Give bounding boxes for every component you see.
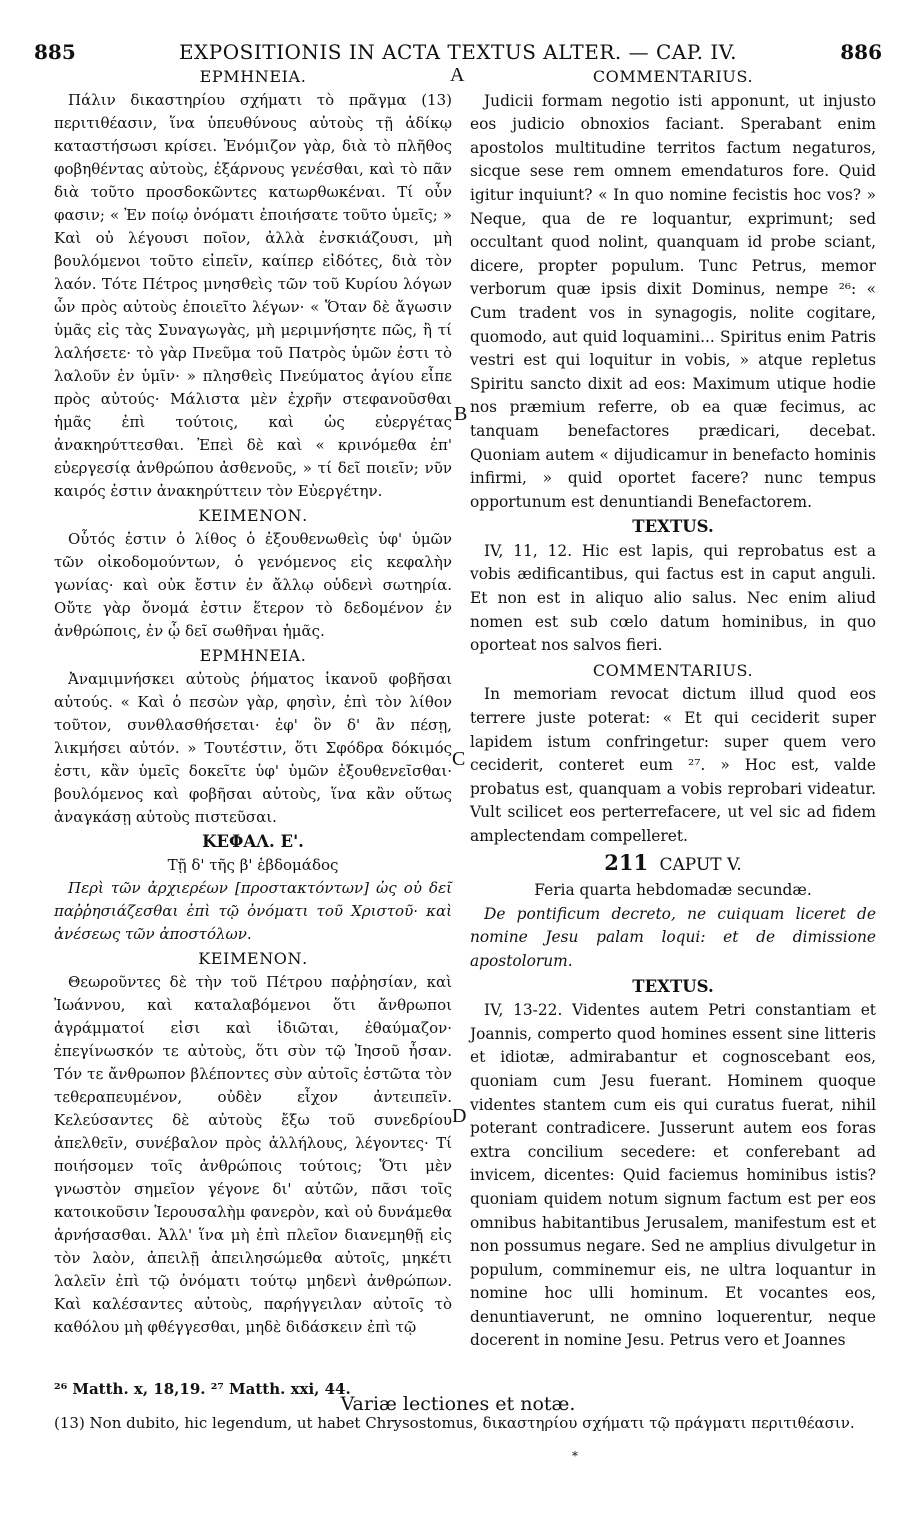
margin-marker-c: C [452, 748, 466, 770]
chapter-summary: Περὶ τῶν ἀρχιερέων [προστακτόντων] ὡς οὐ δεῖ παῤῥησιάζεσθαι ἐπὶ τῷ ὀνόματι τοῦ Χριστοῦ· καὶ ἀνέσεως τῶν ἀποστόλων. [54, 879, 452, 943]
section-heading: COMMENTARIUS. [592, 660, 754, 680]
column-number: 211 [604, 849, 649, 875]
margin-marker-a: A [450, 64, 465, 86]
latin-paragraph: Judicii formam negotio isti apponunt, ut injusto eos judicio obnoxios faciant. Sperabant enim apostolos multitudine territos factum negaturos, sicque sese rem omnem emendaturos fore. Quid igitur inquiunt? « In quo nomine fecistis hoc vos? » Neque, qua de re loquantur, exprimunt; sed occultant quod nolint, quanquam id probe sciant, dicere, propter populum. Tunc Petrus, memor verborum quæ ipsis dixit Dominus, nempe ²⁶: « Cum tradent vos in synagogis, nolite cogitare, quomodo, aut quid loquamini... Spiritus enim Patris vestri est qui loquitur in vobis, » atque repletus Spiritu sancto dixit ad eos: Maximum utique hodie nos præmium referre, ob ea quæ fecimus, ac tanquam benefactores prædicari, decebat. Quoniam autem « dijudicamur in benefacto hominis infirmi, » quid oportet facere? nunc tempus opportunum est denuntiandi Benefactorem. [470, 91, 876, 511]
footnotes: ²⁶ Matth. x, 18,19. ²⁷ Matth. xxi, 44. [54, 1380, 351, 1398]
chapter-summary: De pontificum decreto, ne cuiquam liceret de nomine Jesu palam loqui: et de dimissione apostolorum. [470, 904, 876, 970]
running-header [34, 40, 882, 66]
variae-note: (13) Non dubito, hic legendum, ut habet Chrysostomus, δικαστηρίου σχήματι τῷ πράγματι περιτιθέασιν. [54, 1414, 855, 1432]
chapter-title: CAPUT V. [659, 854, 742, 875]
section-heading: ΚΕΙΜΕΝΟΝ. [198, 506, 308, 525]
ornament-star: * [572, 1449, 578, 1463]
greek-paragraph: Θεωροῦντες δὲ τὴν τοῦ Πέτρου παῤῥησίαν, καὶ Ἰωάννου, καὶ καταλαβόμενοι ὅτι ἄνθρωποι ἀγράμματοί εἰσι καὶ ἰδιῶται, ἐθαύμαζον· ἐπεγίνωσκόν τε αὐτοὺς, ὅτι σὺν τῷ Ἰησοῦ ἦσαν. Τόν τε ἄνθρωπον βλέποντες σὺν αὐτοῖς ἑστῶτα τὸν τεθεραπευμένον, οὐδὲν εἶχον ἀντειπεῖν. Κελεύσαντες δὲ αὐτοὺς ἔξω τοῦ συνεδρίου ἀπελθεῖν, συνέβαλον πρὸς ἀλλήλους, λέγοντες· Τί ποιήσομεν τοῖς ἀνθρώποις τούτοις; Ὅτι μὲν γνωστὸν σημεῖον γέγονε δι' αὐτῶν, πᾶσι τοῖς κατοικοῦσιν Ἱερουσαλὴμ φανερὸν, καὶ οὐ δυνάμεθα ἀρνήσασθαι. Ἀλλ' ἵνα μὴ ἐπὶ πλεῖον διανεμηθῇ εἰς τὸν λαὸν, ἀπειλῇ ἀπειλησώμεθα αὐτοῖς, μηκέτι λαλεῖν ἐπὶ τῷ ὀνόματι τούτῳ μηδενὶ ἀνθρώπων. Καὶ καλέσαντες αὐτοὺς, παρήγγειλαν αὐτοῖς τὸ καθόλου μὴ φθέγγεσθαι, μηδὲ διδάσκειν ἐπὶ τῷ [54, 973, 452, 1336]
chapter-subtitle: Τῇ δ' τῆς β' ἑβδομάδος [167, 856, 339, 874]
chapter-subtitle: Feria quarta hebdomadæ secundæ. [534, 881, 812, 900]
chapter-heading: ΚΕΦΑΛ. Ε'. [202, 832, 304, 851]
page-number-right: 886 [840, 40, 882, 64]
greek-column [54, 64, 452, 1339]
latin-paragraph: IV, 11, 12. Hic est lapis, qui reprobatus est a vobis ædificantibus, qui factus est in caput anguli. Et non est in aliquo alio salus. Nec enim aliud nomen est sub cœlo datum hominibus, in quo oporteat nos salvos fieri. [470, 541, 876, 655]
latin-column [470, 64, 876, 1353]
section-heading: ΕΡΜΗΝΕΙΑ. [199, 67, 307, 86]
section-heading: ΚΕΙΜΕΝΟΝ. [198, 949, 308, 968]
section-heading: ΕΡΜΗΝΕΙΑ. [199, 646, 307, 665]
section-heading: TEXTUS. [632, 517, 714, 537]
variae-heading: Variæ lectiones et notæ. [340, 1393, 576, 1415]
page-number-left: 885 [34, 40, 76, 64]
latin-paragraph: In memoriam revocat dictum illud quod eos terrere juste poterat: « Et qui ceciderit super lapidem istum confringetur: super quem vero ceciderit, conteret eum ²⁷. » Hoc est, valde probatus est, quanquam a vobis reprobari videatur. Vult scilicet eos perterrefacere, ut vel sic ad fidem amplectendam compelleret. [470, 685, 876, 845]
latin-paragraph: IV, 13-22. Videntes autem Petri constantiam et Joannis, comperto quod homines essent sine litteris et idiotæ, admirabantur et cognoscebant eos, quoniam cum Jesu fuerant. Hominem quoque videntes stantem cum eis qui curatus fuerat, nihil poterant contradicere. Jusserunt autem eos foras extra concilium secedere: et conferebant ad invicem, dicentes: Quid faciemus hominibus istis? quoniam quidem notum signum factum est per eos omnibus habitantibus Jerusalem, manifestum est et non possumus negare. Sed ne amplius divulgetur in populum, comminemur eis, ne ultra loquantur in nomine hoc ulli hominum. Et vocantes eos, denuntiaverunt, ne omnino loquerentur, neque docerent in nomine Jesu. Petrus vero et Joannes [470, 1001, 876, 1350]
chapter-heading [470, 851, 876, 878]
section-heading: TEXTUS. [632, 976, 714, 996]
running-title: EXPOSITIONIS IN ACTA TEXTUS ALTER. — CAP. IV. [178, 40, 738, 64]
greek-paragraph: Πάλιν δικαστηρίου σχήματι τὸ πρᾶγμα (13) περιτιθέασιν, ἵνα ὑπευθύνους αὐτοὺς τῇ ἀδίκῳ καταστήσωσι κρίσει. Ἐνόμιζον γὰρ, διὰ τὸ πλῆθος φοβηθέντας αὐτοὺς, ἐξάρνους γενέσθαι, καὶ τὸ πᾶν διὰ τοῦτο προσδοκῶντες κατωρθωκέναι. Τί οὖν φασιν; « Ἐν ποίῳ ὀνόματι ἐποιήσατε τοῦτο ὑμεῖς; » Καὶ οὐ λέγουσι ποῖον, ἀλλὰ ἐνσκιάζουσι, μὴ βουλόμενοι τοῦτο εἰπεῖν, καίπερ εἰδότες, διὰ τὸν λαόν. Τότε Πέτρος μνησθεὶς τῶν τοῦ Κυρίου λόγων ὧν πρὸς αὐτοὺς ἐποιεῖτο λέγων· « Ὅταν δὲ ἄγωσιν ὑμᾶς εἰς τὰς Συναγωγὰς, μὴ μεριμνήσητε πῶς, ἢ τί λαλήσετε· τὸ γὰρ Πνεῦμα τοῦ Πατρὸς ὑμῶν ἐστι τὸ λαλοῦν ἐν ὑμῖν· » πλησθεὶς Πνεύματος ἁγίου εἶπε πρὸς αὐτούς· Μάλιστα μὲν ἐχρῆν στεφανοῦσθαι ἡμᾶς ἐπὶ τούτοις, καὶ ὡς εὐεργέτας ἀνακηρύττεσθαι. Ἐπεὶ δὲ καὶ « κρινόμεθα ἐπ' εὐεργεσίᾳ ἀνθρώπου ἀσθενοῦς, » τί δεῖ ποιεῖν; νῦν καιρός ἐστιν ἀνακηρύττειν τὸν Εὐεργέτην. [54, 91, 452, 500]
greek-paragraph: Ἀναμιμνήσκει αὐτοὺς ῥήματος ἱκανοῦ φοβῆσαι αὐτούς. « Καὶ ὁ πεσὼν γὰρ, φησὶν, ἐπὶ τὸν λίθον τοῦτον, συνθλασθήσεται· ἐφ' ὃν δ' ἂν πέσῃ, λικμήσει αὐτόν. » Τουτέστιν, ὅτι Σφόδρα δόκιμός ἐστι, κἂν ὑμεῖς δοκεῖτε ὑφ' ὑμῶν ἐξουθενεῖσθαι· βουλόμενος καὶ φοβῆσαι αὐτοὺς, ἵνα κἂν οὕτως ἀναγκάσῃ αὐτοὺς πιστεῦσαι. [54, 670, 452, 826]
margin-marker-d: D [452, 1105, 467, 1127]
greek-paragraph: Οὗτός ἐστιν ὁ λίθος ὁ ἐξουθενωθεὶς ὑφ' ὑμῶν τῶν οἰκοδομούντων, ὁ γενόμενος εἰς κεφαλὴν γωνίας· καὶ οὐκ ἔστιν ἐν ἄλλῳ οὐδενὶ σωτηρία. Οὔτε γὰρ ὄνομά ἐστιν ἕτερον τὸ δεδομένον ἐν ἀνθρώποις, ἐν ᾧ δεῖ σωθῆναι ἡμᾶς. [54, 530, 452, 640]
section-heading: COMMENTARIUS. [592, 67, 754, 86]
margin-marker-b: B [454, 403, 468, 425]
